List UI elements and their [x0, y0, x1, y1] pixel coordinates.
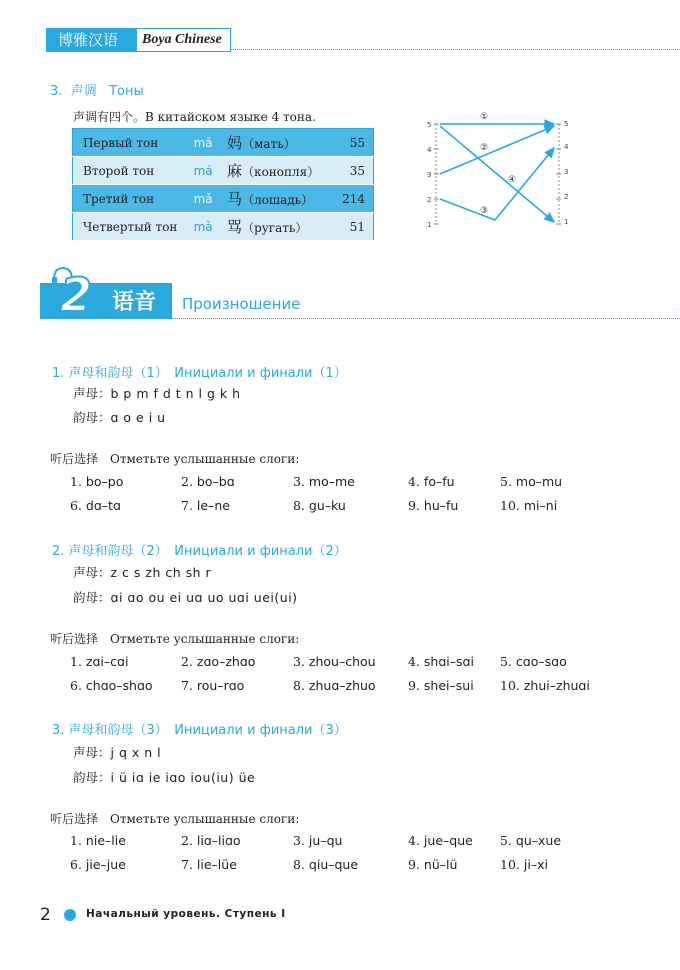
exercise-item: 2. liɑ–liɑo [181, 833, 241, 848]
part1-initials: 声母：b p m f d t n l g k h [73, 386, 241, 401]
tone-value: 35 [328, 157, 374, 185]
scale-right-4: 4 [564, 143, 569, 151]
tone-example: 骂（ругать） [227, 213, 328, 241]
tone-pinyin: mà [179, 213, 227, 241]
exercise-item: 6. chɑo–shɑo [70, 678, 153, 693]
exercise-item: 4. shɑi–sɑi [408, 654, 474, 669]
tone-row [73, 157, 374, 185]
exercise-item: 1. nie–lie [70, 833, 126, 848]
exercise-item: 1. zɑi–cɑi [70, 654, 129, 669]
page-number: 2 [40, 905, 51, 925]
scale-right-3: 3 [564, 168, 569, 176]
tone-pinyin: mā [179, 129, 227, 157]
tones-title: 3. 声调 Тоны [50, 84, 144, 99]
tone-value: 214 [328, 185, 374, 213]
exercise-item: 8. qiu–que [293, 857, 359, 872]
header-divider [231, 49, 680, 50]
tone-example: 马（лошадь） [227, 185, 328, 213]
exercise-item: 1. bo–po [70, 474, 124, 489]
scale-left-3: 3 [427, 171, 432, 179]
exercise-item: 5. cɑo–sɑo [500, 654, 567, 669]
exercise-item: 10. ji–xi [500, 857, 548, 872]
tone-row [73, 185, 374, 213]
scale-right-5: 5 [564, 120, 569, 128]
tone2-line [440, 126, 554, 174]
section2-divider [172, 318, 680, 319]
marker-2: ② [480, 143, 489, 153]
tone-name: Первый тон [73, 129, 180, 157]
part3-initials: 声母：j q x n l [73, 745, 162, 760]
part3-title: 3. 声母和韵母（3） Инициали и финали（3） [52, 723, 347, 738]
exercise-item: 2. bo–bɑ [181, 474, 235, 489]
part1-title: 1. 声母和韵母（1） Инициали и финали（1） [52, 366, 347, 381]
exercise-item: 7. rou–rɑo [181, 678, 245, 693]
scale-left-1: 1 [427, 221, 432, 229]
part3-finals: 韵母：i ü iɑ ie iɑo iou(iu) üe [73, 770, 256, 785]
exercise-item: 9. shei–sui [408, 678, 474, 693]
exercise-item: 7. le–ne [181, 498, 230, 513]
exercise-item: 3. mo–me [293, 474, 355, 489]
footer-dot [64, 909, 76, 921]
exercise-item: 3. ju–qu [293, 833, 343, 848]
exercise-item: 5. mo–mu [500, 474, 563, 489]
footer-level: Начальный уровень. Ступень I [86, 908, 286, 920]
scale-right-1: 1 [564, 218, 569, 226]
exercise-item: 8. gu–ku [293, 498, 346, 513]
tone-example: 麻（конопля） [227, 157, 328, 185]
exercise-item: 7. lie–lüe [181, 857, 237, 872]
part2-initials: 声母：z c s zh ch sh r [73, 565, 212, 580]
section2-title-ru: Произношение [182, 295, 301, 313]
exercise-item: 9. nü–lü [408, 857, 458, 872]
part2-finals: 韵母：ɑi ɑo ou ei uɑ uo uɑi uei(ui) [73, 590, 298, 605]
exercise-item: 2. zɑo–zhɑo [181, 654, 256, 669]
exercise-item: 4. jue–que [408, 833, 473, 848]
tone-table [72, 128, 374, 241]
exercise-item: 6. jie–jue [70, 857, 126, 872]
tone3-line [440, 148, 554, 220]
tone-pinyin: má [179, 157, 227, 185]
exercise-item: 6. dɑ–tɑ [70, 498, 121, 513]
scale-right-2: 2 [564, 193, 569, 201]
exercise-item: 9. hu–fu [408, 498, 459, 513]
exercise-item: 4. fo–fu [408, 474, 455, 489]
header-series-en: Boya Chinese [136, 28, 231, 52]
tone-row [73, 213, 374, 241]
marker-3: ③ [480, 206, 489, 216]
marker-1: ① [480, 112, 489, 122]
exercise-item: 8. zhuɑ–zhuo [293, 678, 376, 693]
exercise-item: 5. qu–xue [500, 833, 562, 848]
tone-name: Четвертый тон [73, 213, 180, 241]
header-series-cn: 博雅汉语 [46, 28, 136, 52]
exercise-item: 10. zhui–zhuɑi [500, 678, 590, 693]
part3-instruction: 听后选择 Отметьте услышанные слоги: [50, 812, 300, 826]
tone-value: 51 [328, 213, 374, 241]
section2-number: 2 [60, 268, 93, 322]
part1-instruction: 听后选择 Отметьте услышанные слоги: [50, 452, 300, 466]
tones-intro: 声调有四个。В китайском языке 4 тона. [73, 110, 316, 124]
tone-contour-diagram [420, 110, 590, 235]
tone-name: Второй тон [73, 157, 180, 185]
part1-finals: 韵母：ɑ o e i u [73, 410, 166, 425]
scale-left-4: 4 [427, 146, 432, 154]
scale-left-5: 5 [427, 121, 432, 129]
tone-example: 妈（мать） [227, 129, 328, 157]
tone4-line [440, 126, 554, 222]
exercise-item: 10. mi–ni [500, 498, 558, 513]
marker-4: ④ [508, 175, 517, 185]
tone-value: 55 [328, 129, 374, 157]
part2-title: 2. 声母和韵母（2） Инициали и финали（2） [52, 544, 347, 559]
tone-pinyin: mǎ [179, 185, 227, 213]
tone-name: Третий тон [73, 185, 180, 213]
scale-left-2: 2 [427, 196, 432, 204]
part2-instruction: 听后选择 Отметьте услышанные слоги: [50, 632, 300, 646]
section2-title-cn: 语音 [112, 289, 157, 315]
tone-row [73, 129, 374, 157]
exercise-item: 3. zhou–chou [293, 654, 376, 669]
